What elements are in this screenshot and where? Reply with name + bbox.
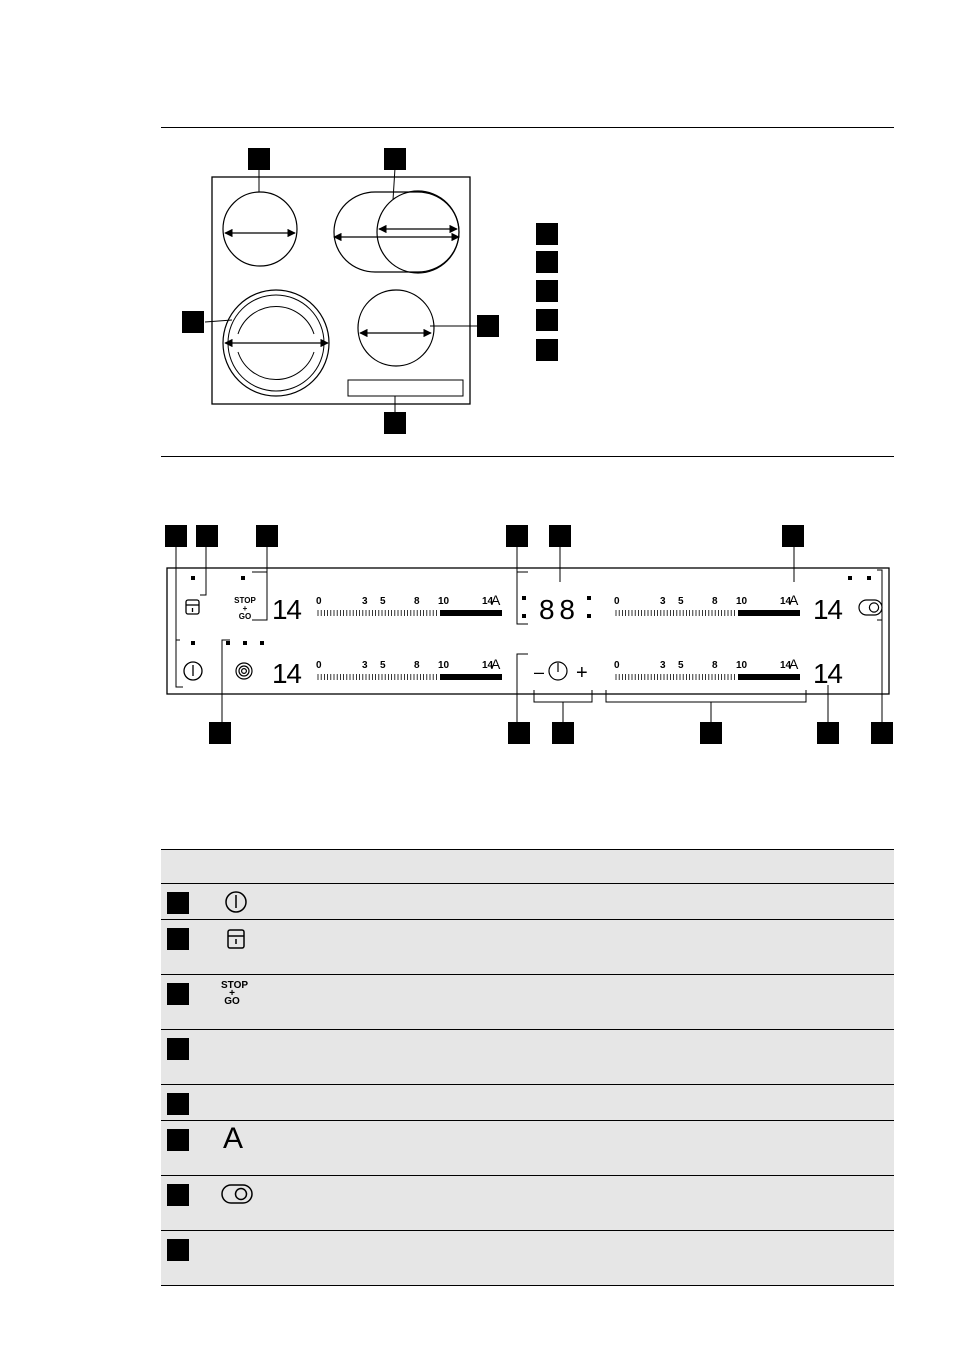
slider-scale-label: 3 xyxy=(660,596,666,607)
slider-auto-letter: A xyxy=(789,656,799,672)
slider-scale-label: 8 xyxy=(414,596,420,607)
zone-display-rear-left: 14 xyxy=(272,594,302,625)
cooking-zone-rear-left xyxy=(223,168,297,266)
slider-scale-label: 5 xyxy=(678,596,684,607)
slider-scale-label: 3 xyxy=(362,660,368,671)
slider-scale-label: 5 xyxy=(380,660,386,671)
stop-go-line1: STOP xyxy=(234,596,256,605)
table-row xyxy=(161,1176,894,1231)
slider-scale-label: 14 xyxy=(780,660,792,671)
stop-go-button[interactable] xyxy=(234,596,256,621)
table-row xyxy=(161,920,894,975)
row-badge xyxy=(167,1129,189,1151)
power-icon xyxy=(223,889,249,915)
power-slider-rear-left[interactable] xyxy=(316,592,502,616)
slider-auto-letter: A xyxy=(789,592,799,608)
table-row xyxy=(161,1121,894,1176)
auto-letter: A xyxy=(223,1122,244,1155)
slider-scale-label: 14 xyxy=(482,660,494,671)
stop-go-line2: GO xyxy=(238,612,252,621)
control-panel-strip xyxy=(348,380,463,396)
slider-scale-label: 14 xyxy=(780,596,792,607)
slider-scale-label: 0 xyxy=(614,596,620,607)
row-badge xyxy=(167,1239,189,1261)
legend-badge xyxy=(536,280,558,302)
table-row xyxy=(161,1085,894,1121)
legend-badge xyxy=(536,223,558,245)
control-description-table xyxy=(161,849,894,1286)
slider-scale-label: 8 xyxy=(712,660,718,671)
cooking-zone-rear-right-oval xyxy=(334,168,459,273)
row-badge xyxy=(167,892,189,914)
power-slider-front-left[interactable] xyxy=(316,656,502,680)
timer-icon[interactable] xyxy=(549,662,567,680)
power-slider-rear-right[interactable] xyxy=(614,592,800,616)
slider-scale-label: 10 xyxy=(736,660,748,671)
callout-badge xyxy=(384,412,406,434)
power-icon[interactable] xyxy=(184,662,202,680)
cooktop-layout-diagram xyxy=(0,0,954,460)
row-badge xyxy=(167,983,189,1005)
timer-minus-button[interactable]: – xyxy=(534,662,545,682)
slider-auto-letter: A xyxy=(491,592,501,608)
legend-badge xyxy=(536,251,558,273)
zone-display-rear-right: 14 xyxy=(813,594,843,625)
slider-scale-label: 3 xyxy=(362,596,368,607)
table-row xyxy=(161,1231,894,1286)
slider-scale-label: 10 xyxy=(438,660,450,671)
slider-scale-label: 14 xyxy=(482,596,494,607)
row-badge xyxy=(167,1184,189,1206)
cooking-zone-front-right xyxy=(358,290,478,366)
stop-go-plus: + xyxy=(242,604,248,613)
slider-max-bar xyxy=(738,610,800,616)
slider-scale-label: 0 xyxy=(316,596,322,607)
slider-scale-label: 8 xyxy=(414,660,420,671)
row-badge xyxy=(167,928,189,950)
slider-scale-label: 3 xyxy=(660,660,666,671)
slider-max-bar xyxy=(440,610,502,616)
slider-auto-letter: A xyxy=(491,656,501,672)
timer-plus-button[interactable]: + xyxy=(576,662,588,684)
slider-scale-label: 0 xyxy=(614,660,620,671)
slider-max-bar xyxy=(738,674,800,680)
callout-badge xyxy=(477,315,499,337)
heat-setting-icon[interactable] xyxy=(236,663,252,679)
row-badge xyxy=(167,1093,189,1115)
slider-scale-label: 10 xyxy=(736,596,748,607)
slider-scale-label: 10 xyxy=(438,596,450,607)
slider-scale-label: 5 xyxy=(678,660,684,671)
timer-display: 88 xyxy=(539,594,575,625)
bridge-icon[interactable] xyxy=(859,600,882,615)
table-row xyxy=(161,884,894,920)
table-row xyxy=(161,975,894,1030)
zone-display-front-left: 14 xyxy=(272,658,302,689)
lock-icon xyxy=(223,926,249,952)
lock-icon[interactable] xyxy=(186,600,199,614)
slider-scale-label: 5 xyxy=(380,596,386,607)
zone-display-front-right: 14 xyxy=(813,658,843,689)
bridge-icon xyxy=(220,1182,254,1206)
slider-scale-label: 8 xyxy=(712,596,718,607)
callout-badge xyxy=(384,148,406,170)
slider-scale-label: 0 xyxy=(316,660,322,671)
table-row xyxy=(161,1030,894,1085)
stop-go-icon: STOP + GO xyxy=(221,980,249,1007)
row-badge xyxy=(167,1038,189,1060)
control-panel-diagram xyxy=(0,520,954,750)
slider-max-bar xyxy=(440,674,502,680)
callout-badge xyxy=(248,148,270,170)
cooking-zone-front-left-dual xyxy=(205,290,329,396)
table-header-row xyxy=(161,850,894,884)
legend-badge xyxy=(536,309,558,331)
legend-badge xyxy=(536,339,558,361)
callout-badge xyxy=(182,311,204,333)
power-slider-front-right[interactable] xyxy=(614,656,800,680)
